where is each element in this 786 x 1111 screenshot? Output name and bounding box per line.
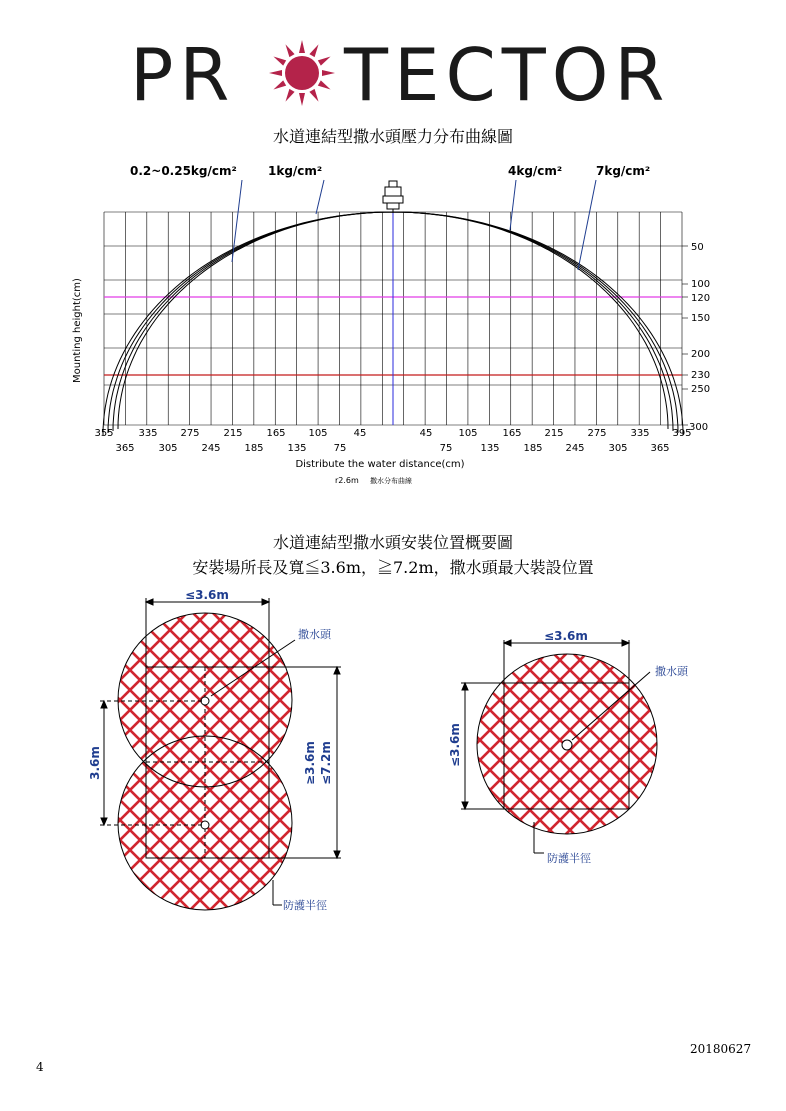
pressure-label-1: 1kg/cm² xyxy=(268,164,323,178)
x-tick-labels-bottom xyxy=(115,443,669,454)
x-tick-label-bottom: 75 xyxy=(439,443,453,454)
x-tick-label-bottom: 75 xyxy=(333,443,347,454)
x-tick-label-top: 45 xyxy=(419,428,433,439)
right-side-dimension: ≤3.6m xyxy=(448,723,462,767)
x-tick-label-top: 395 xyxy=(672,428,692,439)
y-tick: 200 xyxy=(691,349,711,360)
left-top-dimension: ≤3.6m xyxy=(185,588,229,602)
y-tick: 150 xyxy=(691,313,711,324)
chart-title: 水道連結型撒水頭壓力分布曲線圖 xyxy=(272,127,513,146)
caption-description: 撒水分布曲線 xyxy=(370,477,412,485)
y-tick: 250 xyxy=(691,384,711,395)
pressure-label-4: 4kg/cm² xyxy=(508,164,563,178)
install-subtitle: 安裝場所長及寬≦3.6m，≧7.2m，撒水頭最大裝設位置 xyxy=(192,558,594,577)
x-tick-label-bottom: 365 xyxy=(650,443,670,454)
reference-lines xyxy=(104,212,682,425)
x-tick-label-bottom: 135 xyxy=(480,443,500,454)
x-tick-label-top: 355 xyxy=(94,428,114,439)
x-tick-label-top: 105 xyxy=(308,428,328,439)
pressure-distribution-chart xyxy=(0,150,786,490)
right-top-dimension: ≤3.6m xyxy=(544,629,588,643)
right-install-diagram xyxy=(448,629,689,865)
x-tick-label-bottom: 245 xyxy=(565,443,585,454)
y-tick: 50 xyxy=(691,242,704,253)
x-tick-labels-top xyxy=(94,428,691,439)
sprinkler-head xyxy=(562,740,572,750)
logo-part2: TECTOR xyxy=(344,38,671,108)
install-diagrams xyxy=(0,580,786,920)
caption-radius: r2.6m xyxy=(335,476,359,485)
left-right-dimension-min: ≥3.6m xyxy=(303,741,317,785)
x-tick-label-bottom: 185 xyxy=(244,443,264,454)
left-right-dimension-max: ≤7.2m xyxy=(319,741,333,785)
protector-logo xyxy=(130,38,690,108)
x-tick-label-top: 165 xyxy=(502,428,522,439)
pressure-label-7: 7kg/cm² xyxy=(596,164,651,178)
y-tick-labels xyxy=(689,242,710,433)
x-axis-label: Distribute the water distance(cm) xyxy=(295,459,465,470)
pressure-label-pointers xyxy=(232,180,596,270)
x-tick-label-bottom: 135 xyxy=(287,443,307,454)
sun-emblem-icon xyxy=(269,40,335,106)
right-radius-label: 防護半徑 xyxy=(547,852,591,865)
left-radius-label: 防護半徑 xyxy=(283,899,327,912)
y-tick: 300 xyxy=(689,422,709,433)
x-tick-label-top: 335 xyxy=(138,428,158,439)
x-tick-label-bottom: 305 xyxy=(158,443,178,454)
y-tick: 100 xyxy=(691,279,711,290)
x-tick-label-bottom: 185 xyxy=(523,443,543,454)
y-axis-label: Mounting height(cm) xyxy=(72,278,83,383)
sprinkler-head-top xyxy=(201,697,209,705)
footer-date: 20180627 xyxy=(690,1042,752,1056)
y-tick: 120 xyxy=(691,293,711,304)
x-tick-label-top: 335 xyxy=(630,428,650,439)
chart-grid xyxy=(104,212,688,425)
y-tick: 230 xyxy=(691,370,711,381)
x-tick-label-top: 215 xyxy=(223,428,243,439)
logo-part1: PR xyxy=(130,38,236,108)
left-side-dimension: 3.6m xyxy=(88,746,102,780)
x-tick-label-top: 215 xyxy=(544,428,564,439)
sprinkler-head-bottom xyxy=(201,821,209,829)
x-tick-label-bottom: 305 xyxy=(608,443,628,454)
pressure-label-low: 0.2~0.25kg/cm² xyxy=(130,164,237,178)
page-number: 4 xyxy=(36,1060,44,1074)
left-sprinkler-label: 撒水頭 xyxy=(298,628,331,641)
logo-graphic xyxy=(130,38,690,108)
right-sprinkler-label: 撒水頭 xyxy=(655,665,688,678)
left-install-diagram xyxy=(88,588,341,912)
x-tick-label-top: 105 xyxy=(458,428,478,439)
x-tick-label-top: 45 xyxy=(353,428,367,439)
install-title: 水道連結型撒水頭安裝位置概要圖 xyxy=(272,533,513,552)
x-tick-label-top: 275 xyxy=(180,428,200,439)
x-tick-label-top: 165 xyxy=(266,428,286,439)
x-tick-label-bottom: 365 xyxy=(115,443,135,454)
x-tick-label-top: 275 xyxy=(587,428,607,439)
x-tick-label-bottom: 245 xyxy=(201,443,221,454)
sprinkler-head-icon xyxy=(383,181,403,213)
